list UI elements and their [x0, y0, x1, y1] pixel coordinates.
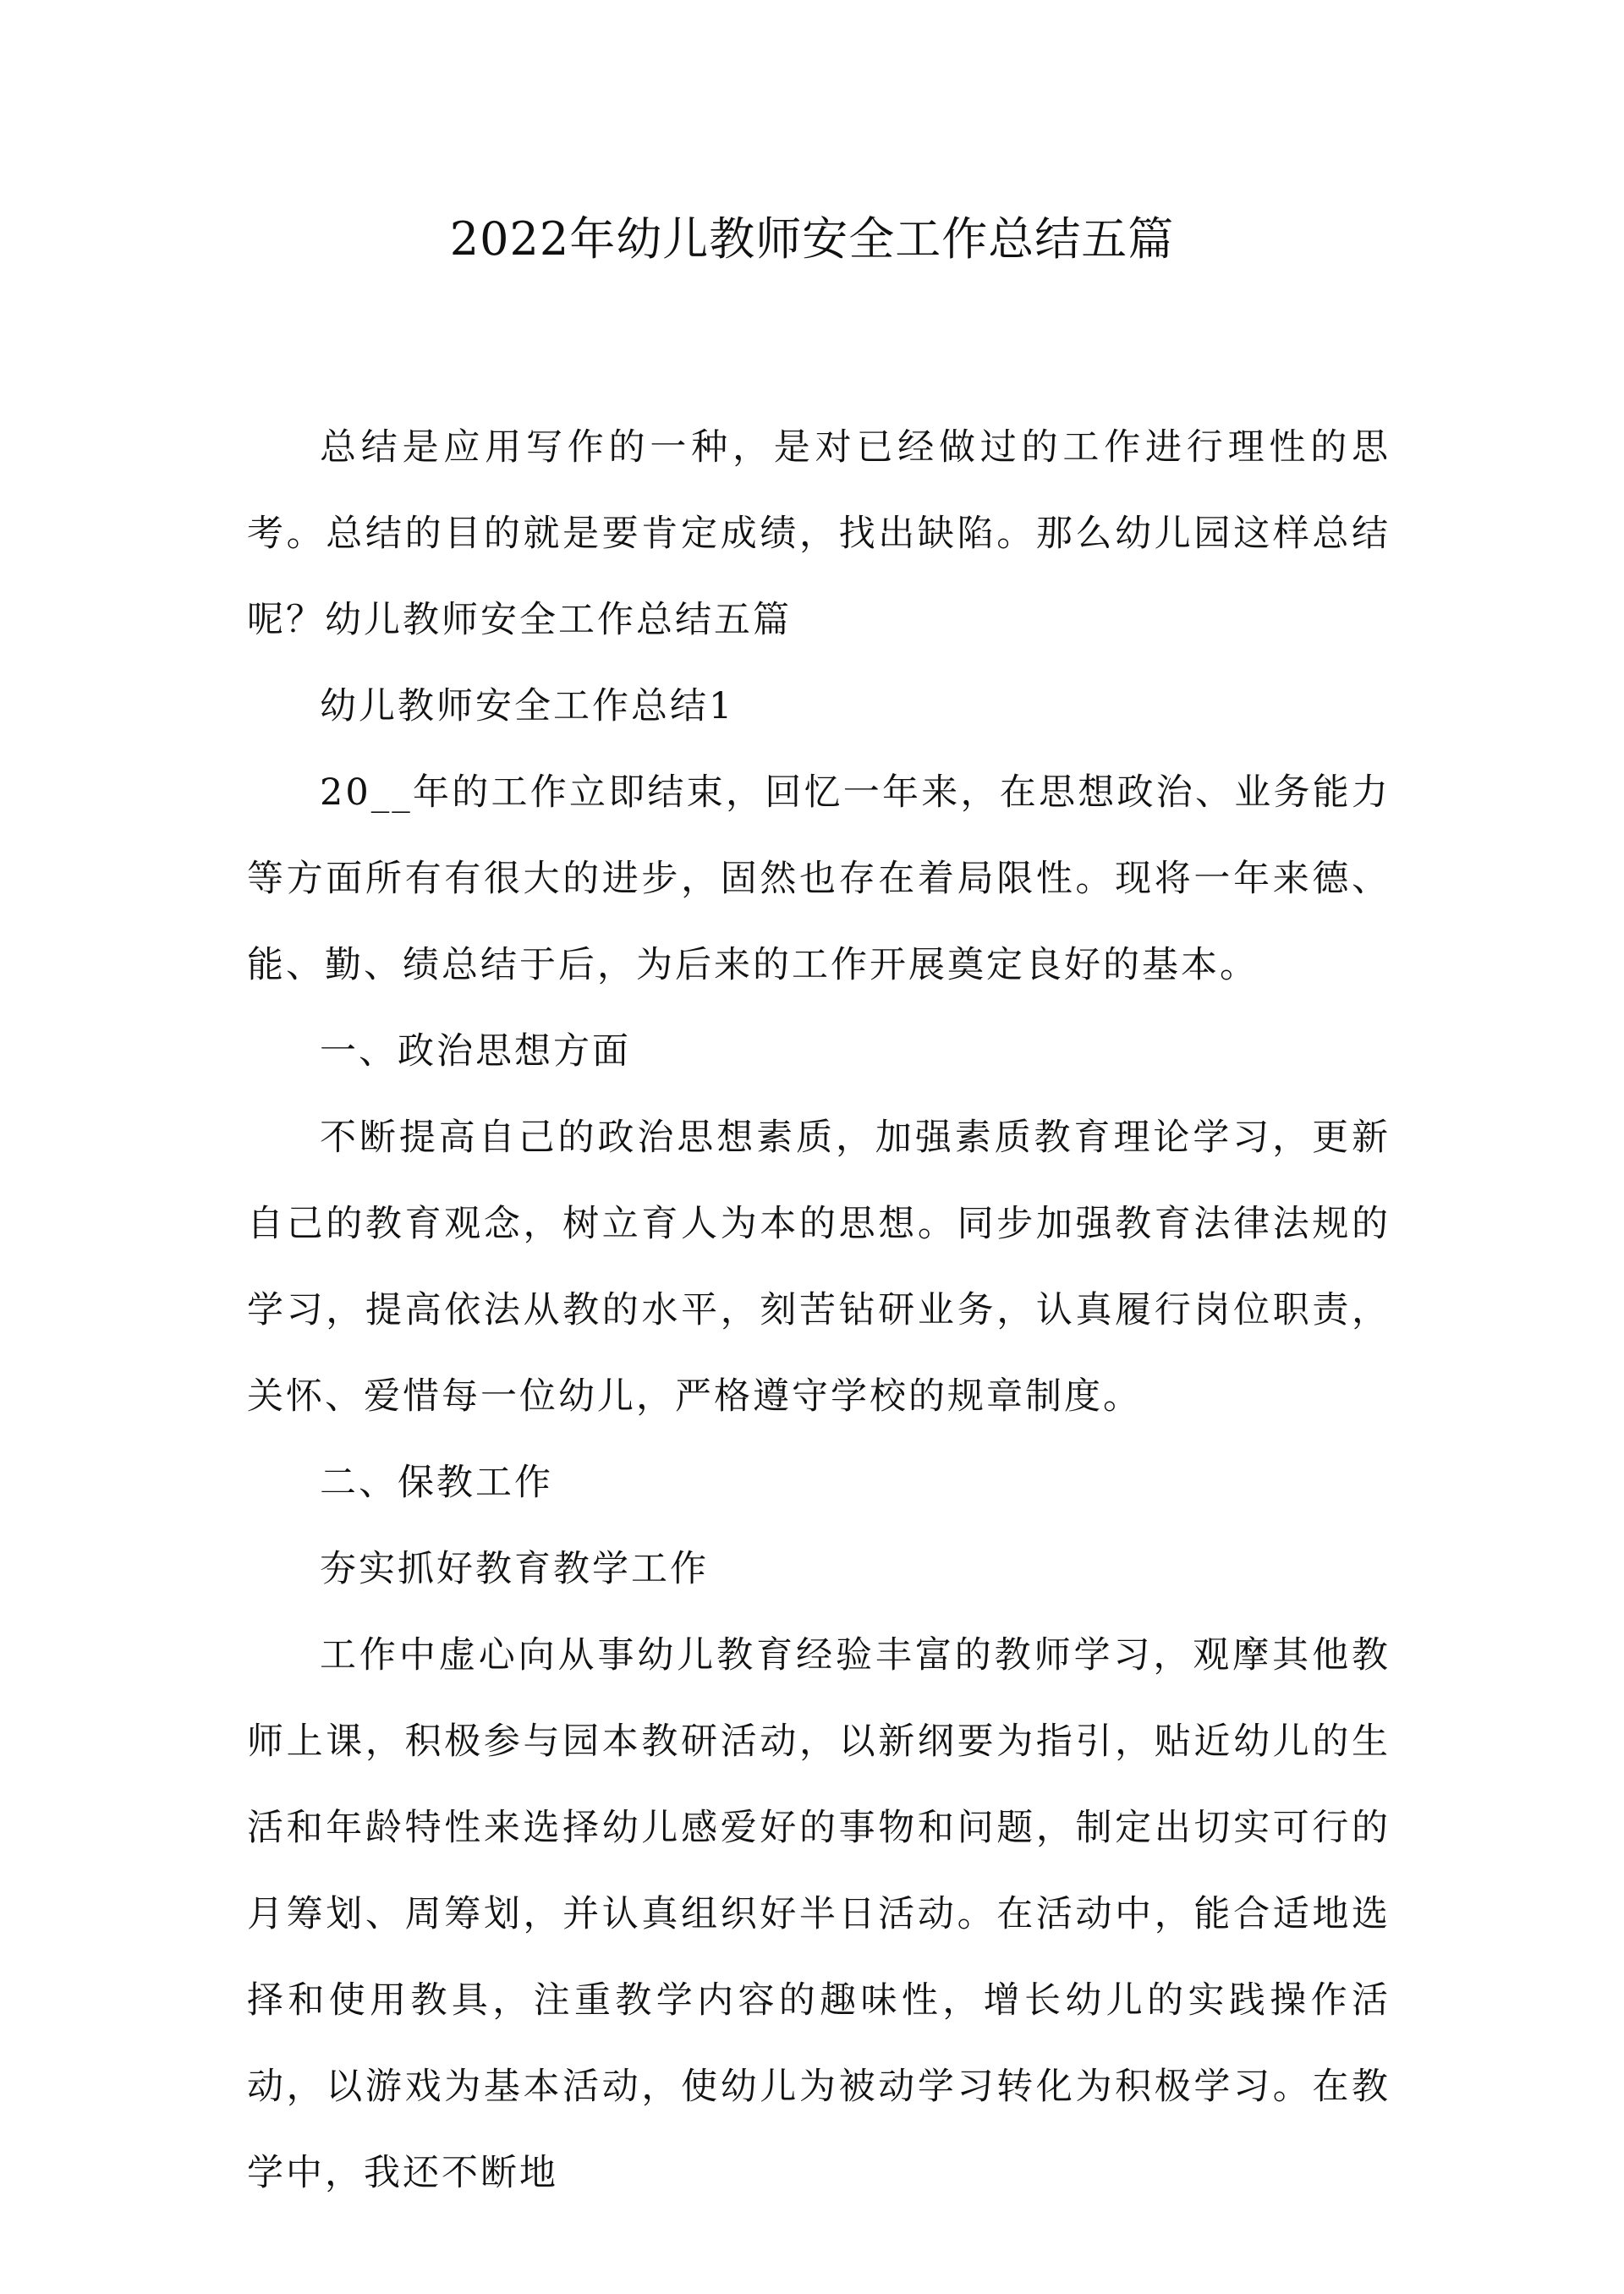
subheading-teaching: 二、保教工作 [320, 1462, 553, 1504]
document-body [247, 404, 1391, 2216]
subheading-teaching-work: 夯实抓好教育教学工作 [320, 1548, 709, 1590]
paragraph-teaching: 工作中虚心向从事幼儿教育经验丰富的教师学习，观摩其他教师上课，积极参与园本教研活动，以新纲要为指引，贴近幼儿的生活和年龄特性来选择幼儿感爱好的事物和问题，制定出切实可行的月筹划、周筹划，并认真组织好半日活动。在活动中，能合适地选择和使用教具，注重教学内容的趣味性，增长幼儿的实践操作活动，以游戏为基本活动，使幼儿为被动学习转化为积极学习。在教学中，我还不断地 [247, 1634, 1391, 2194]
paragraph-politics: 不断提高自己的政治思想素质，加强素质教育理论学习，更新自己的教育观念，树立育人为本的思想。同步加强教育法律法规的学习，提高依法从教的水平，刻苦钻研业务，认真履行岗位职责，关怀、爱惜每一位幼儿，严格遵守学校的规章制度。 [247, 1117, 1391, 1418]
intro-paragraph: 总结是应用写作的一种，是对已经做过的工作进行理性的思考。总结的目的就是要肯定成绩，找出缺陷。那么幼儿园这样总结呢？幼儿教师安全工作总结五篇 [247, 426, 1391, 641]
section-heading-1: 幼儿教师安全工作总结1 [320, 685, 735, 727]
subheading-politics: 一、政治思想方面 [320, 1030, 631, 1073]
paragraph-overview: 20__年的工作立即结束，回忆一年来，在思想政治、业务能力等方面所有有很大的进步，固然也存在着局限性。现将一年来德、能、勤、绩总结于后，为后来的工作开展奠定良好的基本。 [247, 771, 1391, 986]
document-title: 2022年幼儿教师安全工作总结五篇 [449, 212, 1175, 266]
